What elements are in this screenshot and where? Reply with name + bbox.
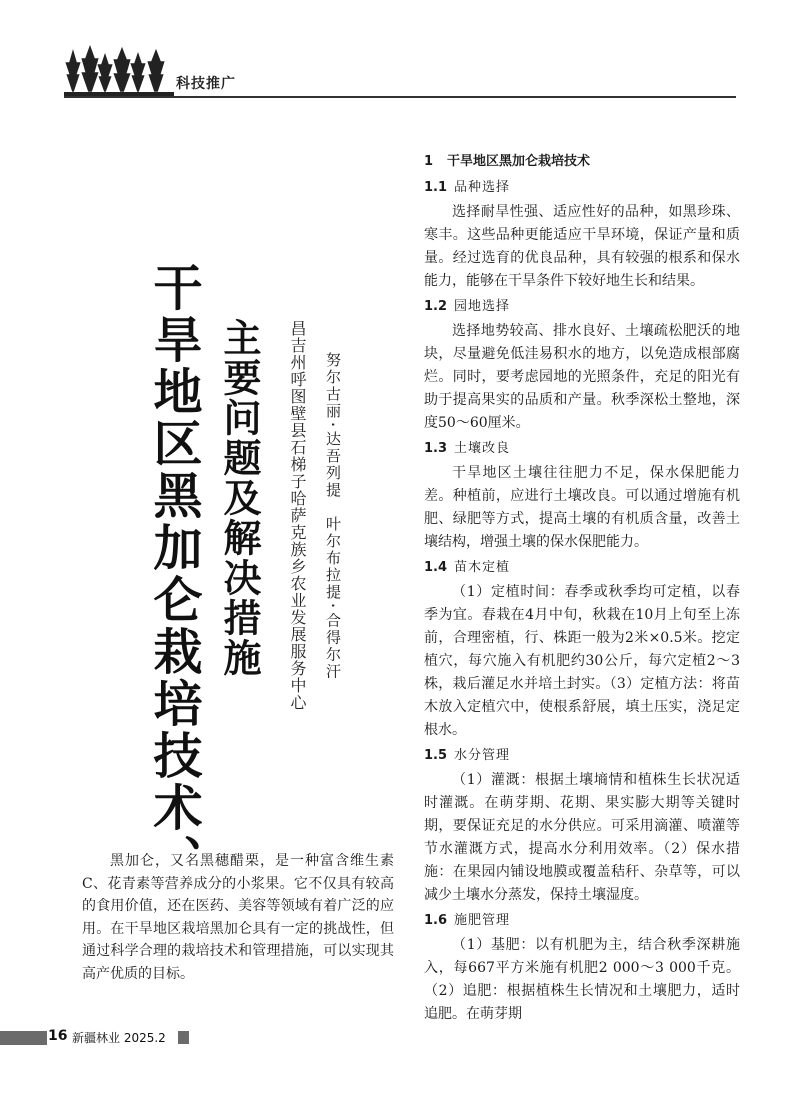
subsection-title: 苗木定植 [454, 560, 511, 575]
body-column [424, 150, 740, 1026]
subsection-heading [424, 910, 740, 932]
forest-logo-icon [64, 44, 174, 98]
subsection-number: 1.3 [424, 441, 448, 456]
subsection-number: 1.5 [424, 748, 448, 763]
subsection-heading [424, 745, 740, 767]
subsection-number: 1.2 [424, 299, 448, 314]
author-affiliation: 昌吉州呼图壁县石梯子哈萨克族乡农业发展服务中心 [288, 320, 307, 711]
footer-bar [0, 1031, 47, 1045]
section-heading [424, 150, 740, 173]
header-rule [64, 96, 736, 98]
subsection-number: 1.6 [424, 913, 448, 928]
subsection-heading [424, 557, 740, 579]
body-paragraph: 选择耐旱性强、适应性好的品种，如黑珍珠、寒丰。这些品种更能适应干旱环境，保证产量和质量。经过选育的优良品种，具有较强的根系和保水能力，能够在干旱条件下较好地生长和结果。 [424, 204, 740, 289]
subsection-title: 园地选择 [454, 299, 511, 314]
subsection-number: 1.1 [424, 180, 448, 195]
subsection-title: 土壤改良 [454, 441, 511, 456]
subsection-title: 水分管理 [454, 748, 511, 763]
body-paragraph: 干旱地区土壤往往肥力不足，保水保肥能力差。种植前，应进行土壤改良。可以通过增施有机肥、绿肥等方式，提高土壤的有机质含量，改善土壤结构，增强土壤的保水保肥能力。 [424, 465, 740, 550]
journal-name: 新疆林业 2025.2 [72, 1031, 166, 1045]
subsection-title: 品种选择 [454, 180, 511, 195]
section-label: 科技推广 [176, 76, 236, 92]
subsection-heading [424, 177, 740, 199]
section-title: 干旱地区黑加仑栽培技术 [447, 154, 591, 169]
article-subtitle: 主要问题及解决措施 [217, 318, 261, 678]
page-number: 16 [48, 1028, 68, 1044]
subsection-number: 1.4 [424, 560, 448, 575]
subsection-heading [424, 438, 740, 460]
body-paragraph: 选择地势较高、排水良好、土壤疏松肥沃的地块，尽量避免低洼易积水的地方，以免造成根部腐烂。同时，要考虑园地的光照条件，充足的阳光有助于提高果实的品质和产量。秋季深松土整地，深度50～60厘米。 [424, 323, 740, 431]
article-title: 干旱地区黑加仑栽培技术、 [146, 262, 203, 886]
body-paragraph: （1）灌溉：根据土壤墒情和植株生长状况适时灌溉。在萌芽期、花期、果实膨大期等关键时期，要保证充足的水分供应。可采用滴灌、喷灌等节水灌溉方式，提高水分利用效率。（2）保水措施：在果园内铺设地膜或覆盖秸秆、杂草等，可以减少土壤水分蒸发，保持土壤湿度。 [424, 772, 740, 903]
body-paragraph: （1）定植时间：春季或秋季均可定植，以春季为宜。春栽在4月中旬，秋栽在10月上旬至上冻前，合理密植，行、株距一般为2米×0.5米。挖定植穴，每穴施入有机肥约30公斤，每穴定植2～3株，栽后灌足水并培土封实。（3）定植方法：将苗木放入定植穴中，使根系舒展，填土压实，浇足定根水。 [424, 584, 740, 738]
author-names: 努尔古丽·达吾列提 叶尔布拉提·合得尔汗 [324, 352, 342, 681]
body-paragraph: （1）基肥：以有机肥为主，结合秋季深耕施入，每667平方米施有机肥2 000～3 000千克。（2）追肥：根据植株生长情况和土壤肥力，适时追肥。在萌芽期 [424, 937, 740, 1022]
subsection-heading [424, 296, 740, 318]
subsection-title: 施肥管理 [454, 913, 511, 928]
footer-box [178, 1031, 189, 1044]
intro-paragraph: 黑加仑，又名黑穗醋栗，是一种富含维生素C、花青素等营养成分的小浆果。它不仅具有较高的食用价值，还在医药、美容等领域有着广泛的应用。在干旱地区栽培黑加仑具有一定的挑战性，但通过科学合理的栽培技术和管理措施，可以实现其高产优质的目标。 [82, 853, 394, 982]
section-number: 1 [424, 154, 434, 169]
